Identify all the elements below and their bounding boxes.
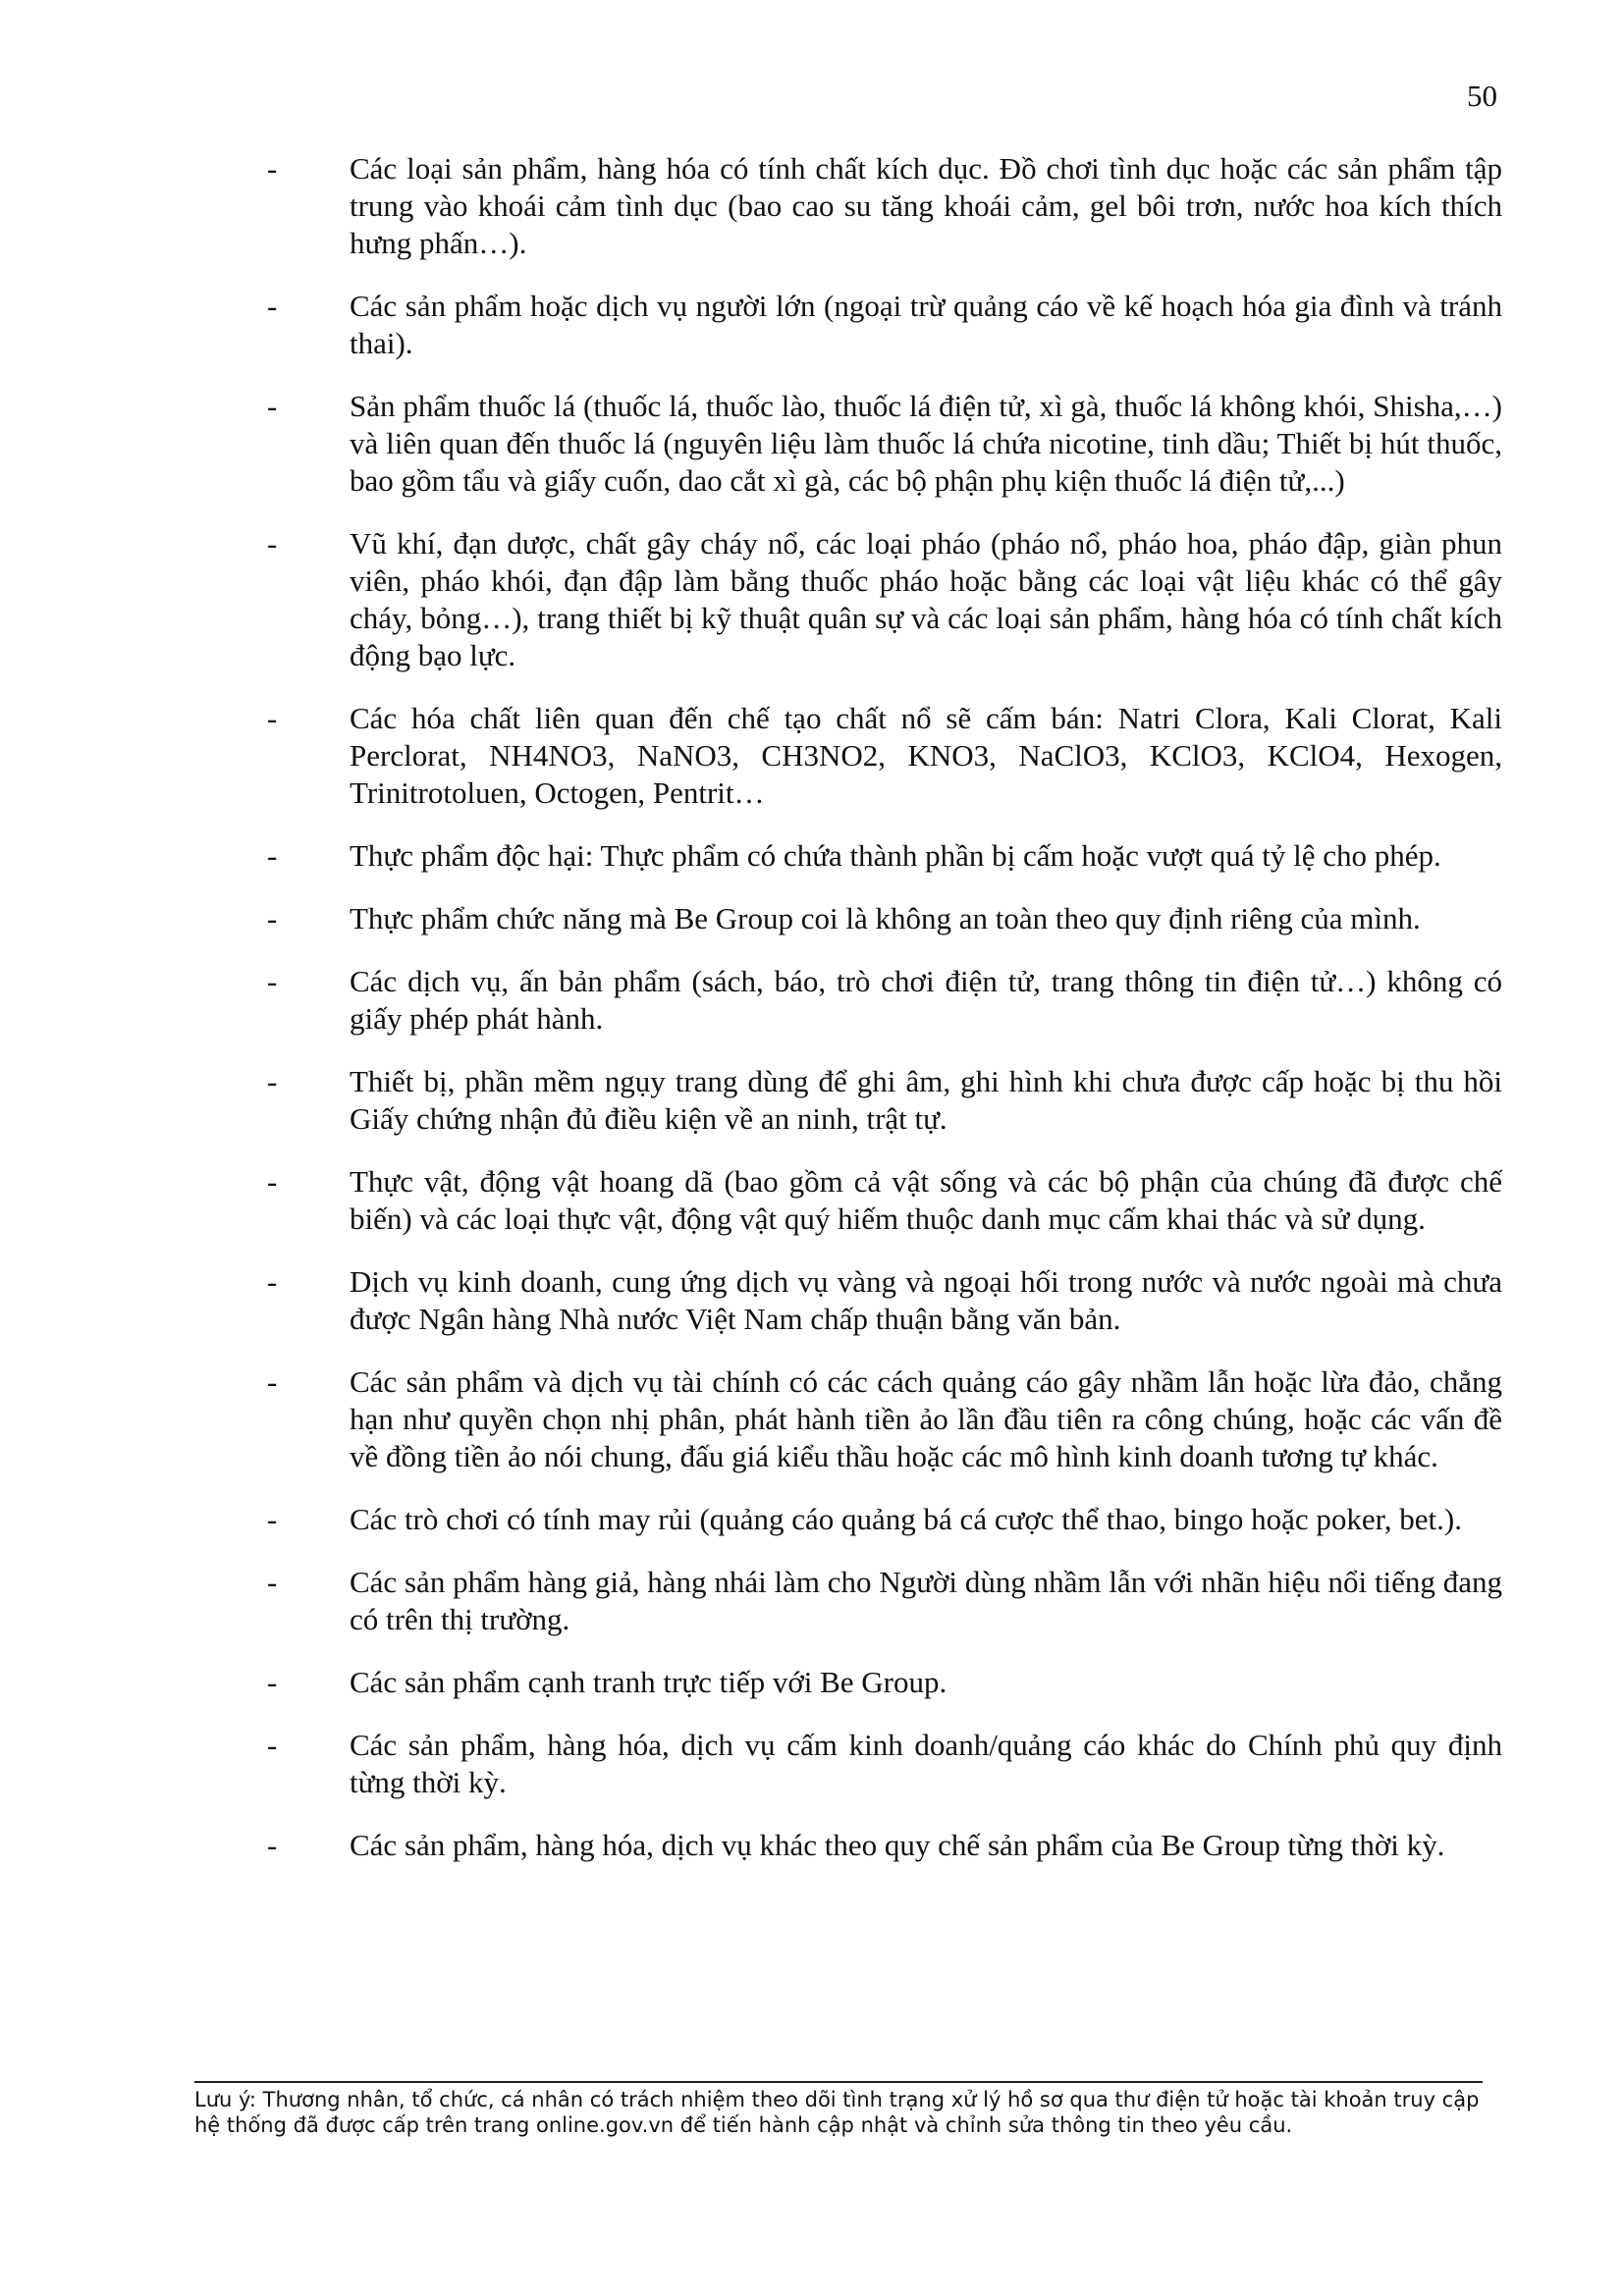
list-bullet-dash: -: [267, 151, 278, 186]
list-bullet-dash: -: [267, 901, 278, 935]
list-bullet-dash: -: [267, 289, 278, 323]
list-item: [267, 150, 1502, 262]
prohibited-items-list: [267, 150, 1502, 1890]
list-bullet-dash: -: [267, 1565, 278, 1599]
list-item: [267, 1263, 1502, 1338]
list-item-text: Các dịch vụ, ấn bản phẩm (sách, báo, trò chơi điện tử, trang thông tin điện tử…) không có giấy phép phát hành.: [350, 964, 1502, 1036]
list-item: [267, 1564, 1502, 1638]
list-bullet-dash: -: [267, 1164, 278, 1199]
list-item-text: Các sản phẩm, hàng hóa, dịch vụ khác theo quy chế sản phẩm của Be Group từng thời kỳ.: [350, 1828, 1445, 1862]
list-item-text: Các trò chơi có tính may rủi (quảng cáo quảng bá cá cược thể thao, bingo hoặc poker, bet.).: [350, 1502, 1462, 1536]
list-item-text: Thực phẩm độc hại: Thực phẩm có chứa thành phần bị cấm hoặc vượt quá tỷ lệ cho phép.: [350, 838, 1441, 873]
list-bullet-dash: -: [267, 1665, 278, 1699]
list-item-text: Vũ khí, đạn dược, chất gây cháy nổ, các loại pháo (pháo nổ, pháo hoa, pháo đập, giàn phun viên, pháo khói, đạn đập làm bằng thuốc pháo hoặc bằng các loại vật liệu khác có thể gây cháy, bỏng…), trang thiết bị kỹ thuật quân sự và các loại sản phẩm, hàng hóa có tính chất kích động bạo lực.: [350, 526, 1502, 672]
list-bullet-dash: -: [267, 964, 278, 998]
list-item: [267, 1664, 1502, 1701]
list-bullet-dash: -: [267, 1064, 278, 1098]
list-item: [267, 1363, 1502, 1475]
footer-divider: [194, 2081, 1483, 2083]
list-bullet-dash: -: [267, 1728, 278, 1762]
list-item: [267, 963, 1502, 1038]
list-item: [267, 837, 1502, 875]
list-bullet-dash: -: [267, 526, 278, 561]
list-item: [267, 900, 1502, 937]
list-bullet-dash: -: [267, 1502, 278, 1536]
list-item: [267, 700, 1502, 812]
list-item: [267, 388, 1502, 500]
list-item: [267, 1827, 1502, 1864]
list-item: [267, 1727, 1502, 1801]
page-number: 50: [1467, 79, 1497, 113]
list-item-text: Các sản phẩm và dịch vụ tài chính có các cách quảng cáo gây nhầm lẫn hoặc lừa đảo, chẳng hạn như quyền chọn nhị phân, phát hành tiền ảo lần đầu tiên ra công chúng, hoặc các vấn đề về đồng tiền ảo nói chung, đấu giá kiểu thầu hoặc các mô hình kinh doanh tương tự khác.: [350, 1364, 1502, 1473]
list-bullet-dash: -: [267, 1364, 278, 1399]
list-item: [267, 288, 1502, 362]
list-item-text: Dịch vụ kinh doanh, cung ứng dịch vụ vàng và ngoại hối trong nước và nước ngoài mà chưa được Ngân hàng Nhà nước Việt Nam chấp thuận bằng văn bản.: [350, 1264, 1502, 1336]
footer-note: Lưu ý: Thương nhân, tổ chức, cá nhân có trách nhiệm theo dõi tình trạng xử lý hồ sơ qua thư điện tử hoặc tài khoản truy cập hệ thống đã được cấp trên trang online.gov.vn để tiến hành cập nhật và chỉnh sửa thông tin theo yêu cầu.: [194, 2088, 1480, 2137]
list-item-text: Thực vật, động vật hoang dã (bao gồm cả vật sống và các bộ phận của chúng đã được chế biến) và các loại thực vật, động vật quý hiếm thuộc danh mục cấm khai thác và sử dụng.: [350, 1164, 1502, 1236]
list-item-text: Các sản phẩm hoặc dịch vụ người lớn (ngoại trừ quảng cáo về kế hoạch hóa gia đình và tránh thai).: [350, 289, 1502, 360]
list-item: [267, 1163, 1502, 1238]
list-item: [267, 525, 1502, 674]
list-item-text: Thực phẩm chức năng mà Be Group coi là không an toàn theo quy định riêng của mình.: [350, 901, 1421, 935]
list-item-text: Thiết bị, phần mềm ngụy trang dùng để ghi âm, ghi hình khi chưa được cấp hoặc bị thu hồi Giấy chứng nhận đủ điều kiện về an ninh, trật tự.: [350, 1064, 1502, 1136]
list-bullet-dash: -: [267, 389, 278, 423]
list-item-text: Các sản phẩm hàng giả, hàng nhái làm cho Người dùng nhầm lẫn với nhãn hiệu nổi tiếng đang có trên thị trường.: [350, 1565, 1502, 1636]
list-item-text: Các loại sản phẩm, hàng hóa có tính chất kích dục. Đồ chơi tình dục hoặc các sản phẩm tập trung vào khoái cảm tình dục (bao cao su tăng khoái cảm, gel bôi trơn, nước hoa kích thích hưng phấn…).: [350, 151, 1502, 260]
list-bullet-dash: -: [267, 1264, 278, 1299]
list-item: [267, 1501, 1502, 1538]
list-bullet-dash: -: [267, 838, 278, 873]
list-item: [267, 1063, 1502, 1138]
list-bullet-dash: -: [267, 701, 278, 735]
list-item-text: Các sản phẩm, hàng hóa, dịch vụ cấm kinh doanh/quảng cáo khác do Chính phủ quy định từng thời kỳ.: [350, 1728, 1502, 1799]
list-bullet-dash: -: [267, 1828, 278, 1862]
list-item-text: Các hóa chất liên quan đến chế tạo chất nổ sẽ cấm bán: Natri Clora, Kali Clorat, Kali Perclorat, NH4NO3, NaNO3, CH3NO2, KNO3, NaClO3, KClO3, KClO4, Hexogen, Trinitrotoluen, Octogen, Pentrit…: [350, 701, 1502, 810]
list-item-text: Các sản phẩm cạnh tranh trực tiếp với Be Group.: [350, 1665, 947, 1699]
list-item-text: Sản phẩm thuốc lá (thuốc lá, thuốc lào, thuốc lá điện tử, xì gà, thuốc lá không khói, Shisha,…) và liên quan đến thuốc lá (nguyên liệu làm thuốc lá chứa nicotine, tinh dầu; Thiết bị hút thuốc, bao gồm tẩu và giấy cuốn, dao cắt xì gà, các bộ phận phụ kiện thuốc lá điện tử,...): [350, 389, 1502, 498]
